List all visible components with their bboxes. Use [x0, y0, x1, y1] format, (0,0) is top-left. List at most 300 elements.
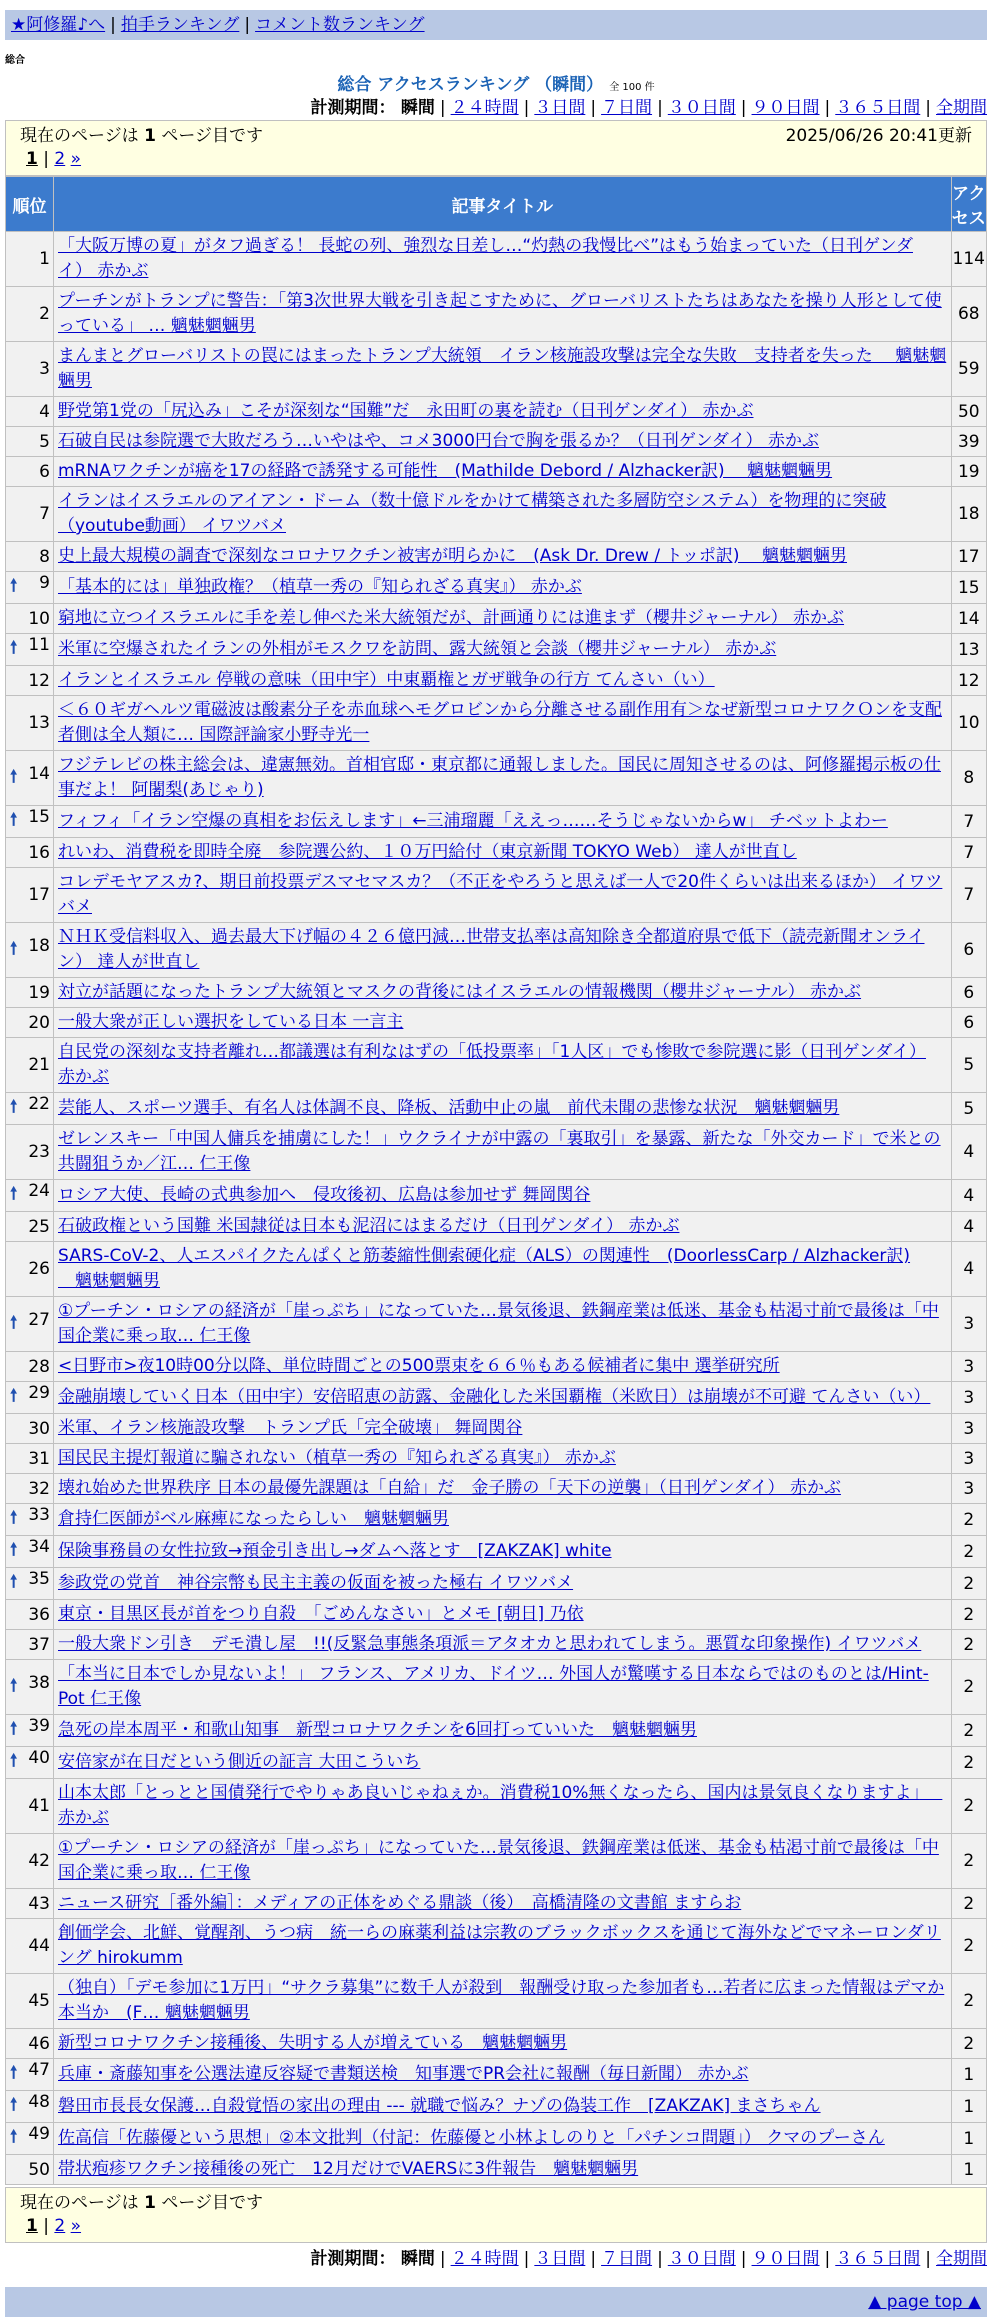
table-row — [6, 542, 986, 571]
rank-cell — [6, 487, 53, 541]
header-access: アクセス — [952, 177, 986, 231]
title-cell — [54, 342, 951, 396]
title-cell — [54, 978, 951, 1007]
rank-number: 36 — [28, 1604, 50, 1625]
rank-number: 30 — [28, 1418, 50, 1439]
table-row — [6, 1242, 986, 1296]
table-row — [6, 868, 986, 922]
period-current: 瞬間 — [400, 98, 435, 118]
access-count: 2 — [952, 1919, 986, 1973]
article-title-link[interactable]: フジテレビの株主総会は、違憲無効。首相官邸・東京都に通報しました。国民に周知させるのは、阿修羅掲示板の仕事だよ！ 阿闍梨(あじゃり) — [58, 755, 941, 800]
title-cell — [54, 1889, 951, 1918]
title-cell — [54, 1474, 951, 1503]
rank-up-arrow-icon: 🠕 — [10, 1508, 18, 1528]
table-row — [6, 1352, 986, 1381]
access-count: 114 — [952, 232, 986, 286]
rank-cell — [6, 1352, 53, 1381]
article-title-link[interactable]: 壊れ始めた世界秩序 日本の最優先課題は「自給」だ 金子勝の「天下の逆襲」（日刊ゲンダイ） 赤かぶ — [58, 1478, 841, 1498]
table-row — [6, 1834, 986, 1888]
page-2-link-bottom[interactable]: 2 — [54, 2216, 66, 2236]
title-cell — [54, 2059, 951, 2090]
rank-number: 33 — [28, 1505, 50, 1525]
rank-number: 23 — [28, 1142, 50, 1162]
rank-cell — [6, 1382, 53, 1413]
table-row — [6, 1889, 986, 1918]
rank-up-arrow-icon: 🠕 — [10, 1572, 18, 1592]
rank-cell — [6, 978, 53, 1007]
article-title-link[interactable]: 東京・目黒区長が首をつり自殺 「ごめんなさい」とメモ [朝日] 乃依 — [58, 1604, 584, 1624]
table-row — [6, 232, 986, 286]
article-title-link[interactable]: 急死の岸本周平・和歌山知事 新型コロナワクチンを6回打っていいた 魑魅魍魎男 — [58, 1720, 697, 1740]
rank-number: 43 — [28, 1893, 50, 1914]
article-title-link[interactable]: 「大阪万博の夏」がタフ過ぎる！ 長蛇の列、強烈な日差し…“灼熱の我慢比べ”はもう始まっていた（日刊ゲンダイ） 赤かぶ — [58, 236, 913, 281]
access-count: 3 — [952, 1414, 986, 1443]
table-row — [6, 1747, 986, 1778]
article-title-link[interactable]: ゼレンスキー「中国人傭兵を捕虜にした！」ウクライナが中露の「裏取引」を暴露、新たな「外交カード」で米との共闘狙うか／江… 仁王像 — [58, 1129, 941, 1174]
period-link-90d[interactable]: ９０日間 — [751, 98, 820, 118]
access-count: 5 — [952, 1038, 986, 1092]
rank-cell — [6, 542, 53, 571]
period-link-90d-bottom[interactable]: ９０日間 — [751, 2249, 820, 2269]
rank-number: 42 — [28, 1851, 50, 1871]
access-count: 13 — [952, 634, 986, 665]
next-page-link-bottom[interactable]: » — [70, 2216, 82, 2236]
access-count: 18 — [952, 487, 986, 541]
article-title-link[interactable]: 一般大衆が正しい選択をしている日本 一言主 — [58, 1012, 404, 1032]
rank-number: 24 — [28, 1181, 50, 1201]
article-title-link[interactable]: フィフィ「イラン空爆の真相をお伝えします」←三浦瑠麗「ええっ……そうじゃないからw」 チベットよわー — [58, 811, 888, 831]
access-count: 2 — [952, 1779, 986, 1833]
nav-link-applause-ranking[interactable]: 拍手ランキング — [120, 15, 240, 35]
rank-cell — [6, 2155, 53, 2184]
title-cell — [54, 1242, 951, 1296]
period-label-bottom: 計測期間： — [310, 2249, 396, 2269]
page-top-link[interactable]: ▲ page top ▲ — [868, 2292, 981, 2312]
updated-timestamp: 2025/06/26 20:41更新 — [785, 126, 972, 146]
table-row — [6, 1974, 986, 2028]
article-title-link[interactable]: 帯状疱疹ワクチン接種後の死亡 12月だけでVAERSに3件報告 魑魅魍魎男 — [58, 2159, 639, 2179]
table-row — [6, 1474, 986, 1503]
article-title-link[interactable]: 磐田市長長女保護…自殺覚悟の家出の理由 --- 就職で悩み？ナゾの偽装工作 [ZAKZAK] まさちゃん — [58, 2096, 821, 2116]
title-cell — [54, 1038, 951, 1092]
title-cell — [54, 923, 951, 977]
article-title-link[interactable]: ＮＨＫ受信料収入、過去最大下げ幅の４２６億円減…世帯支払率は高知除き全都道府県で低下（読売新聞オンライン） 達人が世直し — [58, 927, 925, 972]
access-count: 5 — [952, 1093, 986, 1124]
pagination-bottom: 1 | 2 » — [26, 2216, 82, 2236]
page-1-current-bottom: 1 — [26, 2216, 38, 2236]
period-link-24h-bottom[interactable]: ２４時間 — [450, 2249, 519, 2269]
rank-number: 7 — [39, 504, 50, 524]
table-row — [6, 604, 986, 633]
rank-cell — [6, 1536, 53, 1567]
article-title-link[interactable]: 創価学会、北鮮、覚醒剤、うつ病 統一らの麻薬利益は宗教のブラックボックスを通じて海外などでマネーロンダリング hirokumm — [58, 1923, 941, 1968]
article-title-link[interactable]: 米軍、イラン核施設攻撃 トランプ氏「完全破壊」 舞岡関谷 — [58, 1418, 523, 1438]
period-label: 計測期間： — [310, 98, 396, 118]
page-info-top — [5, 120, 987, 176]
rank-number: 18 — [28, 935, 50, 956]
table-row — [6, 1414, 986, 1443]
title-cell — [54, 1180, 951, 1211]
access-count: 3 — [952, 1474, 986, 1503]
rank-cell — [6, 1889, 53, 1918]
access-count: 1 — [952, 2059, 986, 2090]
table-row — [6, 457, 986, 486]
title-cell — [54, 1715, 951, 1746]
rank-cell — [6, 1779, 53, 1833]
title-cell — [54, 1297, 951, 1351]
period-selector-top: 計測期間： 瞬間 | ２４時間 | ３日間 | ７日間 | ３０日間 | ９０日間 | ３６５日間 | 全期間 — [310, 98, 987, 118]
access-count: 2 — [952, 1834, 986, 1888]
table-row — [6, 2091, 986, 2122]
title-cell — [54, 1974, 951, 2028]
period-link-365d[interactable]: ３６５日間 — [835, 98, 921, 118]
period-current-bottom: 瞬間 — [400, 2249, 435, 2269]
table-row — [6, 1600, 986, 1629]
title-cell — [54, 1568, 951, 1599]
rank-up-arrow-icon: 🠕 — [10, 2063, 18, 2083]
article-title-link[interactable]: 野党第1党の「尻込み」こそが深刻な“国難”だ 永田町の裏を読む（日刊ゲンダイ） 赤かぶ — [58, 401, 754, 421]
article-title-link[interactable]: 保険事務員の女性拉致→預金引き出し→ダムへ落とす [ZAKZAK] white — [58, 1541, 612, 1561]
rank-up-arrow-icon: 🠕 — [10, 576, 18, 596]
article-title-link[interactable]: ①プーチン・ロシアの経済が「崖っぷち」になっていた…景気後退、鉄鋼産業は低迷、基金も枯渇寸前で最後は「中国企業に乗っ取… 仁王像 — [58, 1301, 939, 1346]
table-row — [6, 838, 986, 867]
title-cell — [54, 1382, 951, 1413]
period-link-all-bottom[interactable]: 全期間 — [936, 2249, 987, 2269]
title-cell — [54, 1834, 951, 1888]
access-count: 2 — [952, 1660, 986, 1714]
rank-number: 19 — [28, 982, 50, 1003]
rank-cell — [6, 1474, 53, 1503]
access-count: 2 — [952, 1889, 986, 1918]
table-row — [6, 1125, 986, 1179]
top-nav: ★阿修羅♪へ | 拍手ランキング | コメント数ランキング — [5, 10, 987, 40]
table-row — [6, 1038, 986, 1092]
title-cell — [54, 232, 951, 286]
table-row — [6, 1504, 986, 1535]
period-link-365d-bottom[interactable]: ３６５日間 — [835, 2249, 921, 2269]
table-row — [6, 1630, 986, 1659]
rank-cell — [6, 666, 53, 695]
table-row — [6, 1660, 986, 1714]
access-count: 3 — [952, 1382, 986, 1413]
period-link-3d-bottom[interactable]: ３日間 — [534, 2249, 586, 2269]
article-title-link[interactable]: れいわ、消費税を即時全廃 参院選公約、１０万円給付（東京新聞 TOKYO Web） 達人が世直し — [58, 842, 797, 862]
rank-up-arrow-icon: 🠕 — [10, 1719, 18, 1739]
rank-number: 40 — [28, 1748, 50, 1768]
rank-cell — [6, 868, 53, 922]
article-title-link[interactable]: 史上最大規模の調査で深刻なコロナワクチン被害が明らかに (Ask Dr. Drew / トッポ訳) 魑魅魍魎男 — [58, 546, 847, 566]
table-row — [6, 1536, 986, 1567]
access-count: 3 — [952, 1297, 986, 1351]
access-count: 68 — [952, 287, 986, 341]
page-title: 総合 アクセスランキング （瞬間） — [337, 75, 604, 95]
title-cell — [54, 1125, 951, 1179]
article-title-link[interactable]: ＜６０ギガヘルツ電磁波は酸素分子を赤血球ヘモグロビンから分離させる副作用有＞なぜ新型コロナワクＯンを支配者側は全人類に… 国際評論家小野寺光一 — [58, 700, 942, 745]
rank-cell — [6, 1212, 53, 1241]
title-cell — [54, 1660, 951, 1714]
access-count: 39 — [952, 427, 986, 456]
rank-cell — [6, 1747, 53, 1778]
rank-up-arrow-icon: 🠕 — [10, 1675, 18, 1696]
header-rank: 順位 — [6, 177, 53, 231]
article-title-link[interactable]: 対立が話題になったトランプ大統領とマスクの背後にはイスラエルの情報機関（櫻井ジャーナル） 赤かぶ — [58, 982, 862, 1002]
rank-cell — [6, 806, 53, 837]
rank-number: 22 — [28, 1094, 50, 1114]
article-title-link[interactable]: イランとイスラエル 停戦の意味（田中宇）中東覇権とガザ戦争の行方 てんさい（い） — [58, 670, 715, 690]
rank-cell — [6, 1660, 53, 1714]
page-1-current: 1 — [26, 149, 38, 169]
article-title-link[interactable]: 石破自民は参院選で大敗だろう…いやはや、コメ3000円台で胸を張るか？（日刊ゲンダイ） 赤かぶ — [58, 431, 819, 451]
table-row — [6, 1180, 986, 1211]
article-title-link[interactable]: 佐高信「佐藤優という思想」②本文批判（付記：佐藤優と小林よしのりと「パチンコ問題」） クマのプーさん — [58, 2128, 885, 2148]
rank-up-arrow-icon: 🠕 — [10, 638, 18, 658]
title-cell — [54, 457, 951, 486]
table-row — [6, 1568, 986, 1599]
rank-number: 41 — [28, 1796, 50, 1816]
title-cell — [54, 1504, 951, 1535]
article-title-link[interactable]: イランはイスラエルのアイアン・ドーム（数十億ドルをかけて構築された多層防空システム）を物理的に突破（youtube動画） イワツバメ — [58, 491, 887, 536]
article-title-link[interactable]: 一般大衆ドン引き デモ潰し屋 !!(反緊急事態条項派＝アタオカと思われてしまう。悪質な印象操作) イワツバメ — [58, 1634, 922, 1654]
title-cell — [54, 634, 951, 665]
table-row — [6, 696, 986, 750]
title-cell — [54, 1212, 951, 1241]
article-title-link[interactable]: 石破政権という国難 米国隷従は日本も泥沼にはまるだけ（日刊ゲンダイ） 赤かぶ — [58, 1216, 680, 1236]
rank-cell — [6, 1444, 53, 1473]
rank-number: 35 — [28, 1569, 50, 1589]
period-link-7d[interactable]: ７日間 — [601, 98, 653, 118]
rank-number: 27 — [28, 1309, 50, 1330]
rank-cell — [6, 1038, 53, 1092]
period-link-30d[interactable]: ３０日間 — [667, 98, 736, 118]
article-title-link[interactable]: （独自）「デモ参加に1万円」“サクラ募集”に数千人が殺到 報酬受け取った参加者も…若者に広まった情報はデマか本当か (F… 魑魅魍魎男 — [58, 1978, 945, 2023]
title-cell — [54, 868, 951, 922]
article-title-link[interactable]: 「本当に日本でしか見ないよ！」 フランス、アメリカ、ドイツ… 外国人が驚嘆する日本ならではのものとは/Hint-Pot 仁王像 — [58, 1664, 929, 1709]
access-count: 6 — [952, 923, 986, 977]
title-cell — [54, 1444, 951, 1473]
article-title-link[interactable]: ニュース研究［番外編］：メディアの正体をめぐる鼎談（後） 高橋清隆の文書館 ますらお — [58, 1893, 742, 1913]
access-count: 3 — [952, 1444, 986, 1473]
title-cell — [54, 1779, 951, 1833]
table-row — [6, 2029, 986, 2058]
table-row — [6, 397, 986, 426]
table-row — [6, 978, 986, 1007]
rank-number: 44 — [28, 1936, 50, 1956]
period-link-30d-bottom[interactable]: ３０日間 — [667, 2249, 736, 2269]
rank-number: 6 — [39, 461, 50, 482]
title-cell — [54, 1414, 951, 1443]
rank-number: 17 — [28, 885, 50, 905]
access-count: 2 — [952, 1715, 986, 1746]
article-title-link[interactable]: <日野市>夜10時00分以降、単位時間ごとの500票束を６６％もある候補者に集中 選挙研究所 — [58, 1356, 780, 1376]
rank-cell — [6, 1180, 53, 1211]
table-row — [6, 2123, 986, 2154]
title-cell — [54, 696, 951, 750]
rank-up-arrow-icon: 🠕 — [10, 1097, 18, 1117]
rank-up-arrow-icon: 🠕 — [10, 1184, 18, 1204]
title-cell — [54, 2091, 951, 2122]
title-cell — [54, 1352, 951, 1381]
rank-up-arrow-icon: 🠕 — [10, 2127, 18, 2147]
rank-number: 20 — [28, 1012, 50, 1033]
article-title-link[interactable]: 金融崩壊していく日本（田中宇）安倍昭恵の訪露、金融化した米国覇権（米欧日）は崩壊が不可避 てんさい（い） — [58, 1387, 931, 1407]
page-info-bottom — [5, 2187, 987, 2243]
table-row — [6, 427, 986, 456]
rank-number: 1 — [39, 249, 50, 269]
nav-link-comment-ranking[interactable]: コメント数ランキング — [255, 15, 425, 35]
article-title-link[interactable]: 自民党の深刻な支持者離れ…都議選は有利なはずの「低投票率」「1人区」でも惨敗で参院選に影（日刊ゲンダイ） 赤かぶ — [58, 1042, 926, 1087]
article-title-link[interactable]: 新型コロナワクチン接種後、失明する人が増えている 魑魅魍魎男 — [58, 2033, 568, 2053]
rank-number: 39 — [28, 1716, 50, 1736]
rank-number: 10 — [28, 608, 50, 629]
page-2-link[interactable]: 2 — [54, 149, 66, 169]
access-count: 2 — [952, 1600, 986, 1629]
rank-number: 9 — [39, 573, 50, 593]
rank-cell — [6, 634, 53, 665]
rank-number: 13 — [28, 713, 50, 733]
rank-up-arrow-icon: 🠕 — [10, 1312, 18, 1333]
rank-cell — [6, 2091, 53, 2122]
rank-number: 14 — [28, 763, 50, 784]
article-title-link[interactable]: 兵庫・斎藤知事を公選法違反容疑で書類送検 知事選でPR会社に報酬（毎日新聞） 赤かぶ — [58, 2064, 749, 2084]
table-row — [6, 1919, 986, 1973]
rank-number: 48 — [28, 2092, 50, 2112]
rank-cell — [6, 397, 53, 426]
rank-cell — [6, 1600, 53, 1629]
access-count: 12 — [952, 666, 986, 695]
rank-cell — [6, 1008, 53, 1037]
rank-cell — [6, 751, 53, 805]
title-cell — [54, 572, 951, 603]
access-count: 4 — [952, 1125, 986, 1179]
rank-cell — [6, 1974, 53, 2028]
rank-number: 2 — [39, 304, 50, 324]
rank-cell — [6, 1504, 53, 1535]
rank-number: 15 — [28, 807, 50, 827]
title-cell — [54, 666, 951, 695]
access-count: 17 — [952, 542, 986, 571]
period-link-24h[interactable]: ２４時間 — [450, 98, 519, 118]
title-cell — [54, 487, 951, 541]
rank-number: 21 — [28, 1055, 50, 1075]
rank-cell — [6, 1414, 53, 1443]
rank-number: 37 — [28, 1634, 50, 1655]
article-title-link[interactable]: コレデモヤアスカ?、期日前投票デスマセマスカ？（不正をやろうと思えば一人で20件くらいは出来るほか） イワツバメ — [58, 872, 943, 917]
rank-number: 38 — [28, 1672, 50, 1693]
article-title-link[interactable]: 国民民主提灯報道に騙されない（植草一秀の『知られざる真実』） 赤かぶ — [58, 1448, 616, 1468]
access-count: 4 — [952, 1180, 986, 1211]
access-count: 1 — [952, 2123, 986, 2154]
rank-number: 12 — [28, 670, 50, 691]
period-selector-bottom: 計測期間： 瞬間 | ２４時間 | ３日間 | ７日間 | ３０日間 | ９０日間 | ３６５日間 | 全期間 — [310, 2249, 987, 2269]
article-title-link[interactable]: 米軍に空爆されたイランの外相がモスクワを訪問、露大統領と会談（櫻井ジャーナル） 赤かぶ — [58, 639, 777, 659]
article-title-link[interactable]: 安倍家が在日だという側近の証言 大田こういち — [58, 1752, 421, 1772]
rank-cell — [6, 572, 53, 603]
article-title-link[interactable]: まんまとグローバリストの罠にはまったトランプ大統領 イラン核施設攻撃は完全な失敗 支持者を失った 魑魅魍魎男 — [58, 346, 947, 391]
rank-cell — [6, 427, 53, 456]
rank-cell — [6, 457, 53, 486]
table-row — [6, 572, 986, 603]
rank-up-arrow-icon: 🠕 — [10, 1751, 18, 1771]
article-title-link[interactable]: 窮地に立つイスラエルに手を差し伸べた米大統領だが、計画通りには進まず（櫻井ジャーナル） 赤かぶ — [58, 608, 845, 628]
access-count: 50 — [952, 397, 986, 426]
rank-cell — [6, 604, 53, 633]
access-count: 6 — [952, 978, 986, 1007]
rank-cell — [6, 1630, 53, 1659]
rank-up-arrow-icon: 🠕 — [10, 2095, 18, 2115]
rank-cell — [6, 1242, 53, 1296]
article-title-link[interactable]: 芸能人、スポーツ選手、有名人は体調不良、降板、活動中止の嵐 前代未聞の悲惨な状況 魑魅魍魎男 — [58, 1098, 840, 1118]
article-title-link[interactable]: 山本太郎「とっとと国債発行でやりゃあ良いじゃねぇか。消費税10%無くなったら、国内は景気良くなりますよ」 赤かぶ — [58, 1783, 943, 1828]
table-row — [6, 1093, 986, 1124]
article-title-link[interactable]: 倉持仁医師がベル麻痺になったらしい 魑魅魍魎男 — [58, 1509, 449, 1529]
access-count: 2 — [952, 1504, 986, 1535]
access-count: 59 — [952, 342, 986, 396]
rank-number: 25 — [28, 1216, 50, 1237]
table-row — [6, 1444, 986, 1473]
title-cell — [54, 2155, 951, 2184]
current-page-text-bottom: 現在のページは 1 ページ目です — [20, 2193, 263, 2213]
article-title-link[interactable]: プーチンがトランプに警告：「第3次世界大戦を引き起こすために、グローバリストたちはあなたを操り人形として使っている」 … 魑魅魍魎男 — [58, 291, 942, 336]
rank-number: 5 — [39, 431, 50, 452]
rank-cell — [6, 342, 53, 396]
period-link-7d-bottom[interactable]: ７日間 — [601, 2249, 653, 2269]
nav-link-home[interactable]: ★阿修羅♪へ — [11, 15, 106, 35]
title-cell — [54, 806, 951, 837]
article-title-link[interactable]: ①プーチン・ロシアの経済が「崖っぷち」になっていた…景気後退、鉄鋼産業は低迷、基金も枯渇寸前で最後は「中国企業に乗っ取… 仁王像 — [58, 1838, 939, 1883]
title-cell — [54, 1919, 951, 1973]
rank-number: 16 — [28, 842, 50, 863]
rank-cell — [6, 2059, 53, 2090]
access-count: 7 — [952, 868, 986, 922]
article-title-link[interactable]: mRNAワクチンが癌を17の経路で誘発する可能性 (Mathilde Debord / Alzhacker訳) 魑魅魍魎男 — [58, 461, 833, 481]
rank-number: 47 — [28, 2060, 50, 2080]
bottom-bar — [5, 2287, 987, 2317]
title-cell — [54, 287, 951, 341]
table-row — [6, 342, 986, 396]
article-title-link[interactable]: 「基本的には」単独政権？（植草一秀の『知られざる真実』） 赤かぶ — [58, 577, 582, 597]
table-row — [6, 1008, 986, 1037]
ranking-body — [6, 232, 986, 2184]
rank-up-arrow-icon: 🠕 — [10, 810, 18, 830]
title-cell — [54, 397, 951, 426]
rank-cell — [6, 1834, 53, 1888]
rank-number: 29 — [28, 1383, 50, 1403]
table-row — [6, 1382, 986, 1413]
table-row — [6, 1779, 986, 1833]
rank-number: 32 — [28, 1478, 50, 1499]
article-title-link[interactable]: 参政党の党首 神谷宗幣も民主主義の仮面を被った極右 イワツバメ — [58, 1573, 574, 1593]
period-link-all[interactable]: 全期間 — [936, 98, 987, 118]
rank-cell — [6, 1093, 53, 1124]
access-count: 2 — [952, 2029, 986, 2058]
next-page-link[interactable]: » — [70, 149, 82, 169]
access-count: 8 — [952, 751, 986, 805]
title-cell — [54, 2029, 951, 2058]
rank-cell — [6, 1568, 53, 1599]
access-count: 1 — [952, 2155, 986, 2184]
article-title-link[interactable]: SARS-CoV-2、人エスパイクたんぱくと筋萎縮性側索硬化症（ALS）の関連性 (DoorlessCarp / Alzhacker訳) 魑魅魍魎男 — [58, 1246, 911, 1291]
title-cell — [54, 1630, 951, 1659]
period-link-3d[interactable]: ３日間 — [534, 98, 586, 118]
total-count: 全 100 件 — [609, 82, 655, 93]
rank-number: 49 — [28, 2124, 50, 2144]
title-cell — [54, 1093, 951, 1124]
access-count: 2 — [952, 1536, 986, 1567]
table-row — [6, 487, 986, 541]
access-count: 2 — [952, 1974, 986, 2028]
article-title-link[interactable]: ロシア大使、長崎の式典参加へ 侵攻後初、広島は参加せず 舞岡関谷 — [58, 1185, 591, 1205]
rank-cell — [6, 696, 53, 750]
